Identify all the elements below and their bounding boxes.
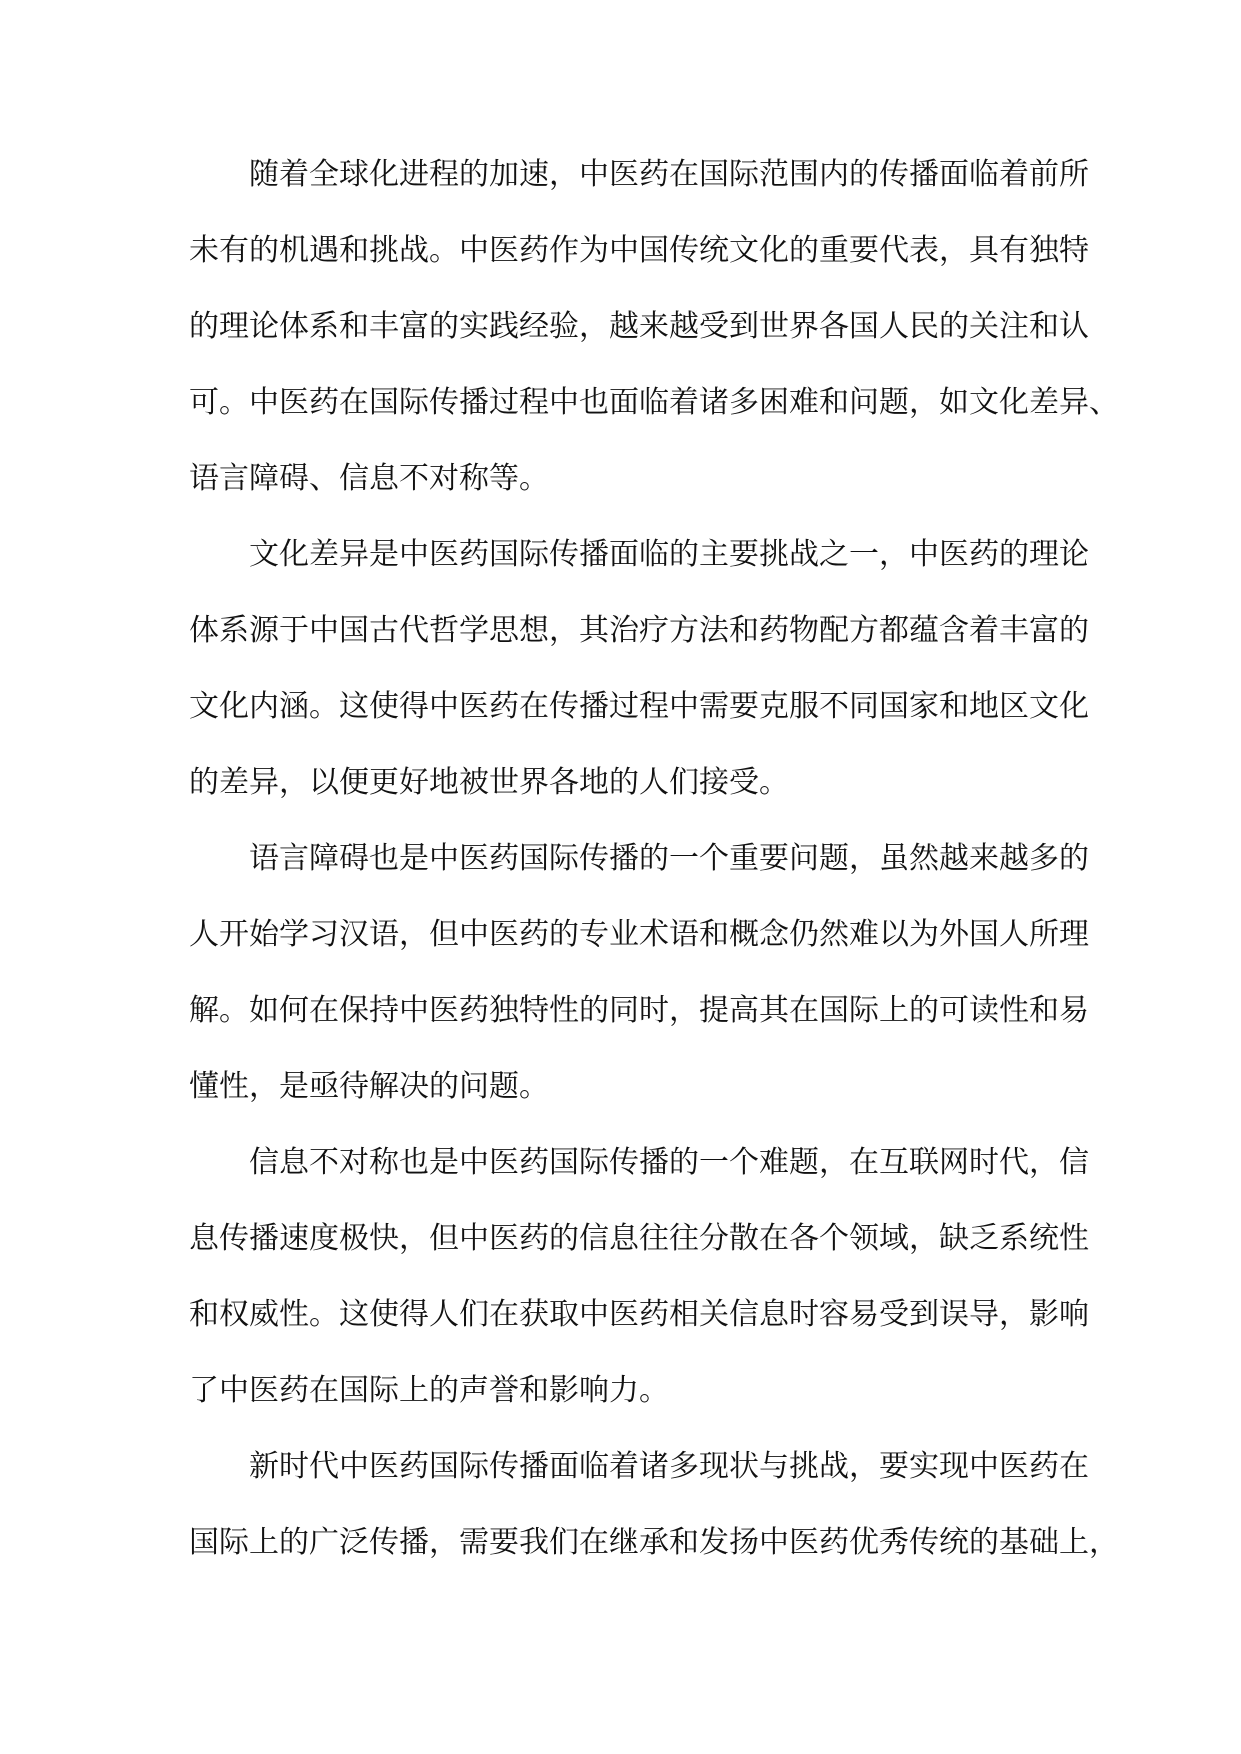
text-line: 解。如何在保持中医药独特性的同时，提高其在国际上的可读性和易: [189, 993, 1089, 1028]
paragraph-cultural-differences: [189, 517, 1089, 821]
paragraph-language-barriers: [189, 821, 1089, 1125]
text-line: 信息不对称也是中医药国际传播的一个难题，在互联网时代，信: [249, 1145, 1089, 1180]
text-line: 的理论体系和丰富的实践经验，越来越受到世界各国人民的关注和认: [189, 309, 1089, 344]
text-line: 的差异，以便更好地被世界各地的人们接受。: [189, 765, 789, 800]
paragraph-information-asymmetry: [189, 1125, 1089, 1429]
text-line: 体系源于中国古代哲学思想，其治疗方法和药物配方都蕴含着丰富的: [189, 613, 1089, 648]
text-line: 新时代中医药国际传播面临着诸多现状与挑战，要实现中医药在: [249, 1449, 1089, 1484]
text-line: 可。中医药在国际传播过程中也面临着诸多困难和问题，如文化差异、: [189, 385, 1119, 420]
paragraph-new-era-challenges: [189, 1429, 1119, 1581]
text-line: 未有的机遇和挑战。中医药作为中国传统文化的重要代表，具有独特: [189, 233, 1089, 268]
text-line: 息传播速度极快，但中医药的信息往往分散在各个领域，缺乏系统性: [189, 1221, 1089, 1256]
text-line: 文化内涵。这使得中医药在传播过程中需要克服不同国家和地区文化: [189, 689, 1089, 724]
text-line: 和权威性。这使得人们在获取中医药相关信息时容易受到误导，影响: [189, 1297, 1089, 1332]
text-line: 懂性，是亟待解决的问题。: [189, 1069, 549, 1104]
text-line: 语言障碍、信息不对称等。: [189, 461, 549, 496]
text-line: 随着全球化进程的加速，中医药在国际范围内的传播面临着前所: [249, 157, 1089, 192]
document-body: [189, 137, 1119, 1581]
text-line: 语言障碍也是中医药国际传播的一个重要问题，虽然越来越多的: [249, 841, 1089, 876]
text-line: 国际上的广泛传播，需要我们在继承和发扬中医药优秀传统的基础上，: [189, 1525, 1119, 1560]
text-line: 了中医药在国际上的声誉和影响力。: [189, 1373, 669, 1408]
text-line: 文化差异是中医药国际传播面临的主要挑战之一，中医药的理论: [249, 537, 1089, 572]
text-line: 人开始学习汉语，但中医药的专业术语和概念仍然难以为外国人所理: [189, 917, 1089, 952]
paragraph-globalization-intro: [189, 137, 1119, 517]
